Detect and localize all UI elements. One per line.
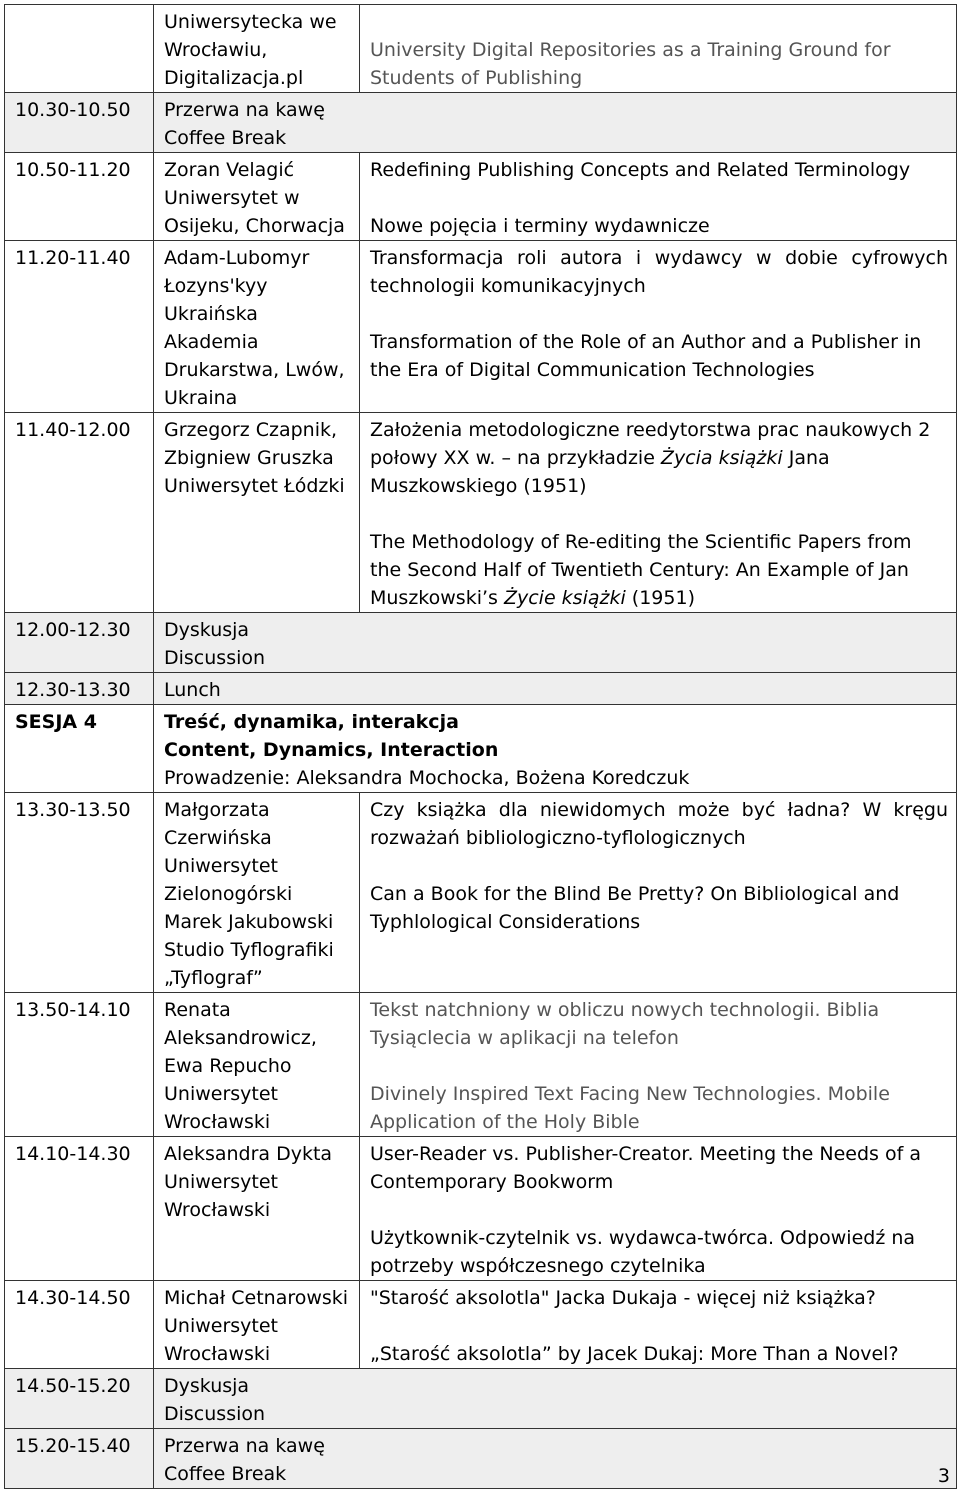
title-cell (360, 413, 957, 613)
speaker-line: Ewa Repucho (164, 1055, 292, 1077)
break-cell (154, 1429, 957, 1489)
title-en: User-Reader vs. Publisher-Creator. Meeting the Needs of a Contemporary Bookworm (370, 1143, 921, 1193)
title-text: The Methodology of Re-editing the Scientific Papers from the Second Half of Twentieth Century: An Example of Jan Muszkowski’s (370, 531, 912, 609)
speaker-line: Digitalizacja.pl (164, 67, 304, 89)
break-label: Lunch (164, 679, 221, 701)
table-row (5, 673, 957, 705)
table-row (5, 153, 957, 241)
title-en (370, 528, 948, 612)
title-text: Jana Muszkowskiego (1951) (370, 447, 830, 497)
break-cell (154, 613, 957, 673)
table-row (5, 705, 957, 793)
speaker-cell (154, 993, 360, 1137)
speaker-line: Drukarstwa, Lwów, (164, 359, 345, 381)
title-pl: Transformacja roli autora i wydawcy w dobie cyfrowych technologii komunikacyjnych (370, 247, 948, 297)
schedule-table (4, 4, 957, 1489)
table-row (5, 1281, 957, 1369)
session-chairs: Prowadzenie: Aleksandra Mochocka, Bożena Koredczuk (164, 767, 690, 789)
title-line: University Digital Repositories as a Training Ground for (370, 39, 891, 61)
table-row (5, 613, 957, 673)
break-label: Discussion (164, 647, 266, 669)
break-cell (154, 1369, 957, 1429)
title-cell (360, 993, 957, 1137)
break-label: Discussion (164, 1403, 266, 1425)
title-cell (360, 153, 957, 241)
break-label: Coffee Break (164, 127, 287, 149)
page-number: 3 (937, 1465, 950, 1487)
speaker-cell (154, 793, 360, 993)
speaker-line: Michał Cetnarowski (164, 1287, 349, 1309)
table-row (5, 793, 957, 993)
title-en: „Starość aksolotla” by Jacek Dukaj: More Than a Novel? (370, 1343, 899, 1365)
time-cell: 10.50-11.20 (5, 153, 154, 241)
title-en: Divinely Inspired Text Facing New Technologies. Mobile Application of the Holy Bible (370, 1083, 890, 1133)
title-en: Transformation of the Role of an Author and a Publisher in the Era of Digital Communication Technologies (370, 331, 922, 381)
speaker-cell (154, 153, 360, 241)
time-cell (5, 5, 154, 93)
speaker-line: Studio Tyflografiki (164, 939, 334, 961)
table-row (5, 1137, 957, 1281)
title-en: Can a Book for the Blind Be Pretty? On Bibliological and Typhlological Considerations (370, 883, 900, 933)
speaker-line: Zielonogórski (164, 883, 293, 905)
title-text: Założenia metodologiczne reedytorstwa prac naukowych 2 połowy XX w. – na przykładzie (370, 419, 931, 469)
table-row (5, 1369, 957, 1429)
speaker-cell (154, 1137, 360, 1281)
table-row (5, 241, 957, 413)
time-cell: 11.20-11.40 (5, 241, 154, 413)
speaker-line: Czerwińska (164, 827, 272, 849)
speaker-line: Aleksandrowicz, (164, 1027, 317, 1049)
time-cell: 10.30-10.50 (5, 93, 154, 153)
table-row (5, 5, 957, 93)
speaker-line: Uniwersytet (164, 1315, 278, 1337)
table-row (5, 1429, 957, 1489)
title-line: Students of Publishing (370, 67, 583, 89)
table-row (5, 93, 957, 153)
time-cell: 11.40-12.00 (5, 413, 154, 613)
time-cell: 13.50-14.10 (5, 993, 154, 1137)
speaker-line: Wrocławski (164, 1343, 271, 1365)
speaker-line: Małgorzata (164, 799, 270, 821)
speaker-line: Łozyns'kyy (164, 275, 268, 297)
speaker-line: Uniwersytet (164, 855, 278, 877)
time-cell: 12.30-13.30 (5, 673, 154, 705)
title-italic: Życie książki (503, 587, 626, 609)
speaker-line: Uniwersytet (164, 1083, 278, 1105)
time-cell: 12.00-12.30 (5, 613, 154, 673)
title-italic: Życia książki (660, 447, 783, 469)
title-cell (360, 1137, 957, 1281)
title-pl: Nowe pojęcia i terminy wydawnicze (370, 215, 710, 237)
speaker-line: Adam-Lubomyr (164, 247, 310, 269)
speaker-line: Uniwersytecka we (164, 11, 337, 33)
title-cell (360, 5, 957, 93)
time-cell: 15.20-15.40 (5, 1429, 154, 1489)
title-cell (360, 793, 957, 993)
speaker-cell (154, 241, 360, 413)
speaker-cell (154, 1281, 360, 1369)
break-label: Dyskusja (164, 1375, 250, 1397)
speaker-line: Uniwersytet Łódzki (164, 475, 345, 497)
speaker-line: „Tyflograf” (164, 967, 263, 989)
speaker-line: Wrocławiu, (164, 39, 268, 61)
break-cell (154, 673, 957, 705)
session-title-pl: Treść, dynamika, interakcja (164, 711, 459, 733)
table-row (5, 993, 957, 1137)
title-cell (360, 241, 957, 413)
break-label: Przerwa na kawę (164, 99, 325, 121)
session-cell (154, 705, 957, 793)
speaker-line: Osijeku, Chorwacja (164, 215, 345, 237)
time-cell: 14.30-14.50 (5, 1281, 154, 1369)
speaker-line: Grzegorz Czapnik, (164, 419, 338, 441)
title-cell (360, 1281, 957, 1369)
speaker-line: Zbigniew Gruszka (164, 447, 334, 469)
title-pl: Czy książka dla niewidomych może być ładna? W kręgu rozważań bibliologiczno-tyflologicznych (370, 799, 948, 849)
speaker-line: Uniwersytet w (164, 187, 300, 209)
speaker-line: Wrocławski (164, 1111, 271, 1133)
title-pl: Tekst natchniony w obliczu nowych technologii. Biblia Tysiąclecia w aplikacji na telefon (370, 999, 880, 1049)
time-cell: 14.10-14.30 (5, 1137, 154, 1281)
time-cell: 14.50-15.20 (5, 1369, 154, 1429)
speaker-line: Renata (164, 999, 231, 1021)
break-label: Dyskusja (164, 619, 250, 641)
break-label: Przerwa na kawę (164, 1435, 325, 1457)
time-cell: 13.30-13.50 (5, 793, 154, 993)
break-label: Coffee Break (164, 1463, 287, 1485)
title-pl: Użytkownik-czytelnik vs. wydawca-twórca. Odpowiedź na potrzeby współczesnego czytelnika (370, 1227, 916, 1277)
session-label: SESJA 4 (5, 705, 154, 793)
speaker-line: Uniwersytet (164, 1171, 278, 1193)
speaker-line: Marek Jakubowski (164, 911, 334, 933)
speaker-cell (154, 5, 360, 93)
title-pl: "Starość aksolotla" Jacka Dukaja - więcej niż książka? (370, 1287, 876, 1309)
table-row (5, 413, 957, 613)
speaker-line: Zoran Velagić (164, 159, 295, 181)
speaker-cell (154, 413, 360, 613)
speaker-line: Ukraina (164, 387, 238, 409)
speaker-line: Ukraińska (164, 303, 258, 325)
speaker-line: Akademia (164, 331, 259, 353)
title-en: Redefining Publishing Concepts and Related Terminology (370, 159, 911, 181)
title-pl (370, 416, 948, 500)
speaker-line: Wrocławski (164, 1199, 271, 1221)
session-title-en: Content, Dynamics, Interaction (164, 739, 499, 761)
title-text: (1951) (625, 587, 695, 609)
speaker-line: Aleksandra Dykta (164, 1143, 333, 1165)
break-cell (154, 93, 957, 153)
